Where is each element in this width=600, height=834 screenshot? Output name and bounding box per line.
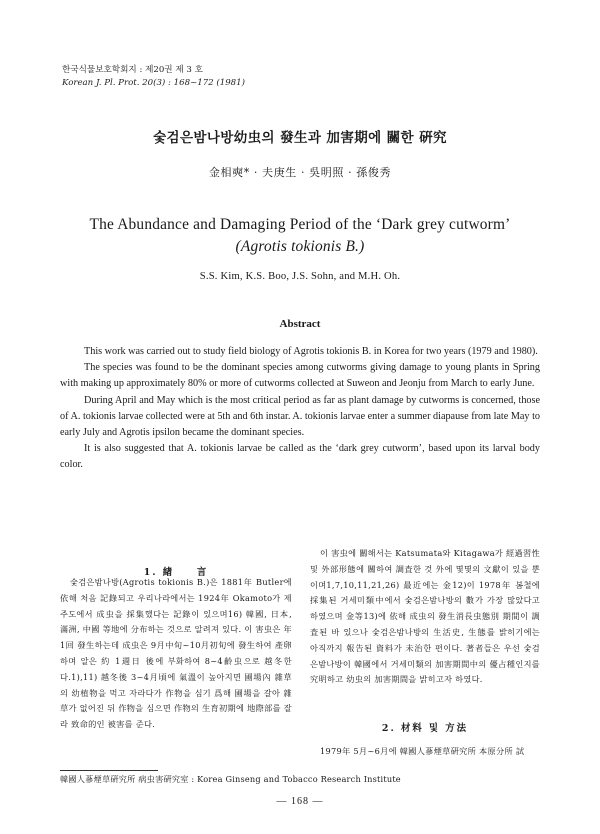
journal-line-english: Korean J. Pl. Prot. 20(3) : 168~172 (1981) — [62, 78, 245, 88]
abstract-paragraph: This work was carried out to study field biology of Agrotis tokionis B. in Korea for two years (1979 and 1980). — [84, 346, 538, 357]
introduction-paragraph: 숯검은밤나방(Agrotis tokionis B.)은 1881年 Butler에 依해 처음 記錄되고 우리나라에서는 1924年 Okamoto가 제주도에서 成虫을 採集했다는 記錄이 있으며16) 韓國, 日本, 滿洲, 中國 等地에 分布하는 것으로 알려져 있다. 이 害虫은 年 1回 發生하는데 成虫은 9月中旬~10月初旬에 發生하여 產卵하며 알은 約 1週日 後에 부화하여 8~4齡虫으로 越冬한다.1),11) 越冬後 3~4月頃에 氣溫이 높아지면 圃場內 雜草의 幼植物을 먹고 자라다가 作物을 심기 爲해 圃場을 갈아 雜草가 없어진 뒤 作物을 심으면 作物의 生育初期에 地際部를 잘라 致命的인 被害를 준다. — [60, 577, 293, 730]
journal-line-korean: 한국식물보호학회지 : 제20권 제 3 호 — [62, 65, 203, 75]
abstract-body — [60, 344, 540, 474]
abstract-heading: Abstract — [279, 318, 321, 330]
methods-column — [310, 744, 540, 760]
methods-paragraph: 1979年 5月~6月에 韓國人蔘煙草硏究所 本原分所 試 — [320, 746, 525, 756]
english-title-line2: (Agrotis tokionis B.) — [235, 238, 365, 255]
english-title-line1: The Abundance and Damaging Period of the ‘Dark grey cutworm’ — [89, 216, 511, 233]
left-column — [60, 575, 292, 733]
korean-title: 숯검은밤나방幼虫의 發生과 加害期에 關한 硏究 — [153, 130, 447, 146]
page-number: — 168 — — [276, 796, 324, 807]
abstract-paragraph: It is also suggested that A. tokionis larvae be called as the ‘dark grey cutworm’, based upon its larval body color. — [60, 443, 540, 471]
english-title — [0, 214, 600, 258]
introduction-paragraph-continued: 이 害虫에 關해서는 Katsumata와 Kitagawa가 經過習性 및 外部形態에 關하여 調査한 것 外에 몇몇의 文獻이 있을 뿐이며1,7,10,11,21,26) 最近에는 金12)이 1978年 봄철에 採集된 거세미類中에서 숯검은밤나방의 數가 가장 많았다고 하였으며 金等13)에 依해 成虫의 發生消長虫態別 期間이 調査된 바 있으나 숯검은밤나방의 生活史, 生態를 밝히기에는 아직까지 報告된 資料가 未治한 편이다. 著者들은 우선 숯검은밤나방이 韓國에서 거세미類의 加害期間中의 優占種인지를 究明하고 幼虫의 加害期間을 밝히고자 하였다. — [310, 548, 540, 685]
right-column — [310, 546, 540, 688]
journal-info — [62, 64, 245, 90]
section-heading-methods: 2. 材料 및 方法 — [381, 723, 469, 734]
abstract-paragraph: The species was found to be the dominant species among cutworms giving damage to young plants in Spring with making up approximately 80% or more of cutworms collected at Suweon and Jeonju from March to early June. — [60, 362, 540, 390]
english-authors: S.S. Kim, K.S. Boo, J.S. Sohn, and M.H. Oh. — [199, 271, 401, 282]
abstract-paragraph: During April and May which is the most critical period as far as plant damage by cutworms is concerned, those of A. tokionis larvae collected were at 5th and 6th instar. A. tokionis larvae enter a summer diapause from late May to early July and Agrotis ipsilon became the dominant species. — [60, 394, 540, 439]
footnote: 韓國人蔘煙草硏究所 病虫害硏究室 : Korea Ginseng and Tobacco Research Institute — [60, 774, 401, 784]
section-heading-introduction: 1. 緖 言 — [143, 567, 209, 578]
footnote-divider — [60, 770, 158, 771]
korean-authors: 金相奭* · 夫庚生 · 吳明照 · 孫俊秀 — [208, 166, 392, 179]
